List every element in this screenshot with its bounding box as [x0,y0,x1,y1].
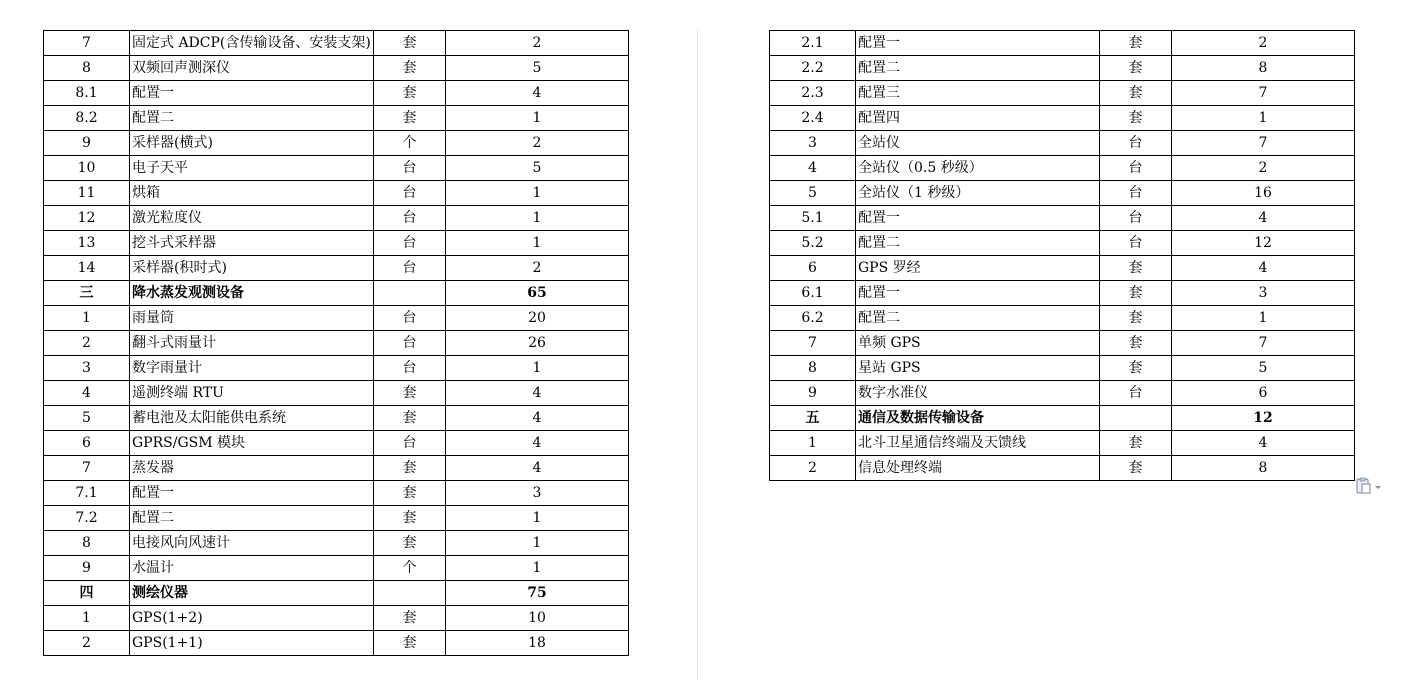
table-row [770,356,1355,381]
table-row [44,556,629,581]
quantity-cell: 2 [1172,156,1355,181]
row-number-cell: 6.2 [770,306,856,331]
table-row [770,106,1355,131]
unit-cell: 套 [1100,456,1172,481]
unit-cell: 个 [374,131,446,156]
item-name-cell: 数字水准仪 [856,381,1100,406]
quantity-cell: 1 [446,506,629,531]
table-row [44,206,629,231]
item-name-cell: 测绘仪器 [130,581,374,606]
quantity-cell: 7 [1172,131,1355,156]
quantity-cell: 18 [446,631,629,656]
item-name-cell: 全站仪 [856,131,1100,156]
quantity-cell: 8 [1172,56,1355,81]
quantity-cell: 1 [1172,106,1355,131]
row-number-cell: 4 [44,381,130,406]
table-row [770,256,1355,281]
item-name-cell: 配置一 [130,81,374,106]
row-number-cell: 10 [44,156,130,181]
table-row [44,356,629,381]
row-number-cell: 3 [770,131,856,156]
section-header-row [770,406,1355,431]
table-row [770,81,1355,106]
table-row [44,81,629,106]
unit-cell: 台 [374,231,446,256]
table-row [770,56,1355,81]
item-name-cell: 配置二 [856,231,1100,256]
row-number-cell: 6 [770,256,856,281]
row-number-cell: 8.2 [44,106,130,131]
unit-cell [374,581,446,606]
item-name-cell: 配置一 [856,281,1100,306]
quantity-cell: 4 [446,456,629,481]
quantity-cell: 8 [1172,456,1355,481]
quantity-cell: 1 [446,181,629,206]
quantity-cell: 7 [1172,331,1355,356]
item-name-cell: 双频回声测深仪 [130,56,374,81]
row-number-cell: 4 [770,156,856,181]
row-number-cell: 5 [770,181,856,206]
quantity-cell: 1 [446,206,629,231]
item-name-cell: 蒸发器 [130,456,374,481]
quantity-cell: 10 [446,606,629,631]
item-name-cell: 水温计 [130,556,374,581]
unit-cell: 台 [374,431,446,456]
row-number-cell: 7.2 [44,506,130,531]
row-number-cell: 2.1 [770,31,856,56]
row-number-cell: 11 [44,181,130,206]
item-name-cell: 采样器(横式) [130,131,374,156]
row-number-cell: 2.4 [770,106,856,131]
unit-cell: 套 [374,81,446,106]
table-row [770,281,1355,306]
table-row [44,506,629,531]
unit-cell: 套 [374,106,446,131]
row-number-cell: 2.3 [770,81,856,106]
quantity-cell: 26 [446,331,629,356]
quantity-cell: 12 [1172,406,1355,431]
item-name-cell: 配置二 [856,306,1100,331]
unit-cell: 套 [1100,281,1172,306]
item-name-cell: 通信及数据传输设备 [856,406,1100,431]
row-number-cell: 12 [44,206,130,231]
table-row [770,331,1355,356]
quantity-cell: 12 [1172,231,1355,256]
unit-cell: 套 [1100,356,1172,381]
item-name-cell: 激光粒度仪 [130,206,374,231]
quantity-cell: 4 [1172,431,1355,456]
unit-cell: 套 [374,406,446,431]
item-name-cell: 电子天平 [130,156,374,181]
quantity-cell: 2 [446,131,629,156]
table-row [44,456,629,481]
quantity-cell: 7 [1172,81,1355,106]
table-row [770,156,1355,181]
row-number-cell: 5 [44,406,130,431]
item-name-cell: 单频 GPS [856,331,1100,356]
quantity-cell: 20 [446,306,629,331]
unit-cell: 个 [374,556,446,581]
row-number-cell: 三 [44,281,130,306]
quantity-cell: 2 [446,256,629,281]
item-name-cell: 固定式 ADCP(含传输设备、安装支架) [130,31,374,56]
quantity-cell: 1 [1172,306,1355,331]
row-number-cell: 8.1 [44,81,130,106]
table-row [770,431,1355,456]
quantity-cell: 4 [446,81,629,106]
item-name-cell: 全站仪（1 秒级） [856,181,1100,206]
quantity-cell: 4 [446,406,629,431]
table-row [44,106,629,131]
row-number-cell: 6 [44,431,130,456]
table-row [44,431,629,456]
unit-cell: 台 [374,181,446,206]
row-number-cell: 5.2 [770,231,856,256]
quantity-cell: 6 [1172,381,1355,406]
unit-cell: 套 [1100,431,1172,456]
table-row [44,256,629,281]
unit-cell: 台 [374,331,446,356]
unit-cell: 台 [1100,131,1172,156]
item-name-cell: 配置一 [856,31,1100,56]
unit-cell: 台 [374,256,446,281]
item-name-cell: 配置二 [130,106,374,131]
item-name-cell: GPS 罗经 [856,256,1100,281]
row-number-cell: 8 [44,531,130,556]
table-row [44,406,629,431]
row-number-cell: 2.2 [770,56,856,81]
item-name-cell: 电接风向风速计 [130,531,374,556]
table-row [770,131,1355,156]
quantity-cell: 1 [446,556,629,581]
unit-cell: 套 [374,531,446,556]
item-name-cell: 翻斗式雨量计 [130,331,374,356]
item-name-cell: 配置三 [856,81,1100,106]
unit-cell: 套 [374,31,446,56]
quantity-cell: 65 [446,281,629,306]
quantity-cell: 4 [1172,206,1355,231]
quantity-cell: 3 [1172,281,1355,306]
unit-cell: 套 [374,506,446,531]
row-number-cell: 1 [44,306,130,331]
unit-cell: 套 [374,381,446,406]
quantity-cell: 1 [446,231,629,256]
unit-cell: 套 [1100,306,1172,331]
row-number-cell: 四 [44,581,130,606]
item-name-cell: GPRS/GSM 模块 [130,431,374,456]
quantity-cell: 5 [446,56,629,81]
row-number-cell: 2 [44,331,130,356]
item-name-cell: GPS(1+2) [130,606,374,631]
quantity-cell: 2 [1172,31,1355,56]
unit-cell: 套 [374,481,446,506]
table-row [770,181,1355,206]
table-row [770,306,1355,331]
row-number-cell: 9 [44,556,130,581]
item-name-cell: 数字雨量计 [130,356,374,381]
row-number-cell: 7.1 [44,481,130,506]
row-number-cell: 2 [770,456,856,481]
table-row [44,531,629,556]
unit-cell: 台 [1100,206,1172,231]
row-number-cell: 7 [770,331,856,356]
unit-cell: 套 [374,456,446,481]
table-row [44,56,629,81]
quantity-cell: 4 [446,381,629,406]
row-number-cell: 7 [44,31,130,56]
unit-cell: 套 [374,606,446,631]
section-header-row [44,281,629,306]
quantity-cell: 3 [446,481,629,506]
item-name-cell: 配置一 [130,481,374,506]
table-row [44,606,629,631]
row-number-cell: 1 [44,606,130,631]
row-number-cell: 2 [44,631,130,656]
unit-cell [1100,406,1172,431]
row-number-cell: 8 [770,356,856,381]
table-row [44,131,629,156]
row-number-cell: 14 [44,256,130,281]
row-number-cell: 13 [44,231,130,256]
quantity-cell: 4 [1172,256,1355,281]
item-name-cell: 星站 GPS [856,356,1100,381]
item-name-cell: 配置二 [856,56,1100,81]
table-row [770,231,1355,256]
table-row [44,231,629,256]
quantity-cell: 1 [446,531,629,556]
table-row [44,181,629,206]
item-name-cell: 配置二 [130,506,374,531]
unit-cell: 台 [1100,381,1172,406]
unit-cell: 套 [1100,331,1172,356]
unit-cell [374,281,446,306]
unit-cell: 套 [374,56,446,81]
item-name-cell: 烘箱 [130,181,374,206]
item-name-cell: 蓄电池及太阳能供电系统 [130,406,374,431]
row-number-cell: 9 [44,131,130,156]
unit-cell: 套 [1100,81,1172,106]
page-divider [697,30,698,680]
row-number-cell: 1 [770,431,856,456]
item-name-cell: 北斗卫星通信终端及天馈线 [856,431,1100,456]
item-name-cell: 挖斗式采样器 [130,231,374,256]
row-number-cell: 6.1 [770,281,856,306]
table-row [44,156,629,181]
quantity-cell: 5 [446,156,629,181]
item-name-cell: 配置一 [856,206,1100,231]
unit-cell: 套 [1100,256,1172,281]
row-number-cell: 五 [770,406,856,431]
row-number-cell: 9 [770,381,856,406]
section-header-row [44,581,629,606]
unit-cell: 台 [374,156,446,181]
quantity-cell: 16 [1172,181,1355,206]
quantity-cell: 5 [1172,356,1355,381]
quantity-cell: 4 [446,431,629,456]
unit-cell: 台 [1100,181,1172,206]
row-number-cell: 5.1 [770,206,856,231]
table-row [770,456,1355,481]
quantity-cell: 1 [446,106,629,131]
item-name-cell: 遥测终端 RTU [130,381,374,406]
item-name-cell: GPS(1+1) [130,631,374,656]
paste-options-icon[interactable] [1356,477,1382,495]
table-row [44,631,629,656]
table-row [44,31,629,56]
unit-cell: 台 [1100,231,1172,256]
quantity-cell: 1 [446,356,629,381]
table-row [44,481,629,506]
equipment-table-right [769,30,1355,481]
equipment-table-left [43,30,629,656]
unit-cell: 套 [374,631,446,656]
unit-cell: 台 [374,206,446,231]
unit-cell: 台 [374,356,446,381]
item-name-cell: 全站仪（0.5 秒级） [856,156,1100,181]
unit-cell: 台 [374,306,446,331]
row-number-cell: 8 [44,56,130,81]
unit-cell: 套 [1100,31,1172,56]
item-name-cell: 采样器(积时式) [130,256,374,281]
unit-cell: 台 [1100,156,1172,181]
table-row [770,206,1355,231]
row-number-cell: 7 [44,456,130,481]
row-number-cell: 3 [44,356,130,381]
quantity-cell: 75 [446,581,629,606]
table-row [770,381,1355,406]
item-name-cell: 降水蒸发观测设备 [130,281,374,306]
item-name-cell: 信息处理终端 [856,456,1100,481]
table-row [44,381,629,406]
unit-cell: 套 [1100,106,1172,131]
item-name-cell: 雨量筒 [130,306,374,331]
table-row [770,31,1355,56]
table-row [44,306,629,331]
quantity-cell: 2 [446,31,629,56]
table-row [44,331,629,356]
item-name-cell: 配置四 [856,106,1100,131]
unit-cell: 套 [1100,56,1172,81]
